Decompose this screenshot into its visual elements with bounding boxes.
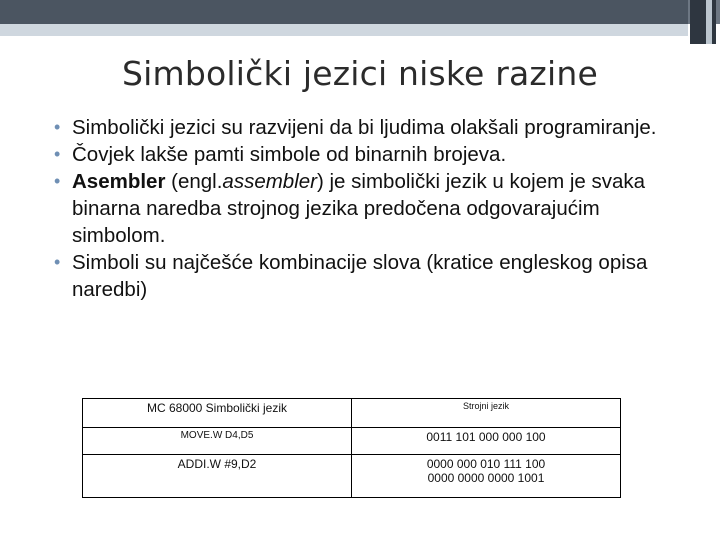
- table-cell-instruction: MOVE.W D4,D5: [83, 428, 352, 455]
- table-row: [83, 428, 621, 455]
- bullet-bold-term: Asembler: [72, 170, 166, 193]
- bullet-dot-icon: •: [54, 252, 61, 272]
- bullet-item: [52, 168, 692, 249]
- table-header-row: [83, 399, 621, 428]
- table-cell-instruction: ADDI.W #9,D2: [83, 455, 352, 498]
- top-decor-bar: [0, 0, 688, 24]
- bullet-text: Čovjek lakše pamti simbole od binarnih brojeva.: [72, 143, 507, 166]
- bullet-text: Simboli su najčešće kombinacije slova (kratice engleskog opisa naredbi): [72, 251, 648, 301]
- table-cell-machine-code: 0011 101 000 000 100: [352, 428, 621, 455]
- code-comparison-table: [82, 398, 621, 498]
- right-decor-strip: [690, 0, 716, 44]
- top-decor-light-bar: [0, 24, 688, 36]
- bullet-dot-icon: •: [54, 117, 61, 137]
- bullet-text-suffix: ) je simbolički jezik u kojem je svaka binarna naredba strojnog jezika predočena odgovarajućim simbolom.: [72, 170, 646, 247]
- bullet-item: [52, 114, 692, 141]
- bullet-dot-icon: •: [54, 171, 61, 191]
- bullet-item: [52, 141, 692, 168]
- bullet-italic-term: assembler: [222, 170, 317, 193]
- bullet-text: (engl.: [165, 170, 223, 193]
- bullet-item: [52, 249, 692, 303]
- bullet-text: Simbolički jezici su razvijeni da bi ljudima olakšali programiranje.: [72, 116, 657, 139]
- table-cell-machine-code: 0000 000 010 111 100 0000 0000 0000 1001: [352, 455, 621, 498]
- table-header-symbolic: MC 68000 Simbolički jezik: [83, 399, 352, 428]
- table-row: [83, 455, 621, 498]
- bullet-list: [52, 114, 692, 303]
- table-header-machine: Strojni jezik: [352, 399, 621, 428]
- bullet-dot-icon: •: [54, 144, 61, 164]
- slide-title: Simbolički jezici niske razine: [122, 54, 598, 93]
- right-decor-strip-light: [706, 0, 712, 44]
